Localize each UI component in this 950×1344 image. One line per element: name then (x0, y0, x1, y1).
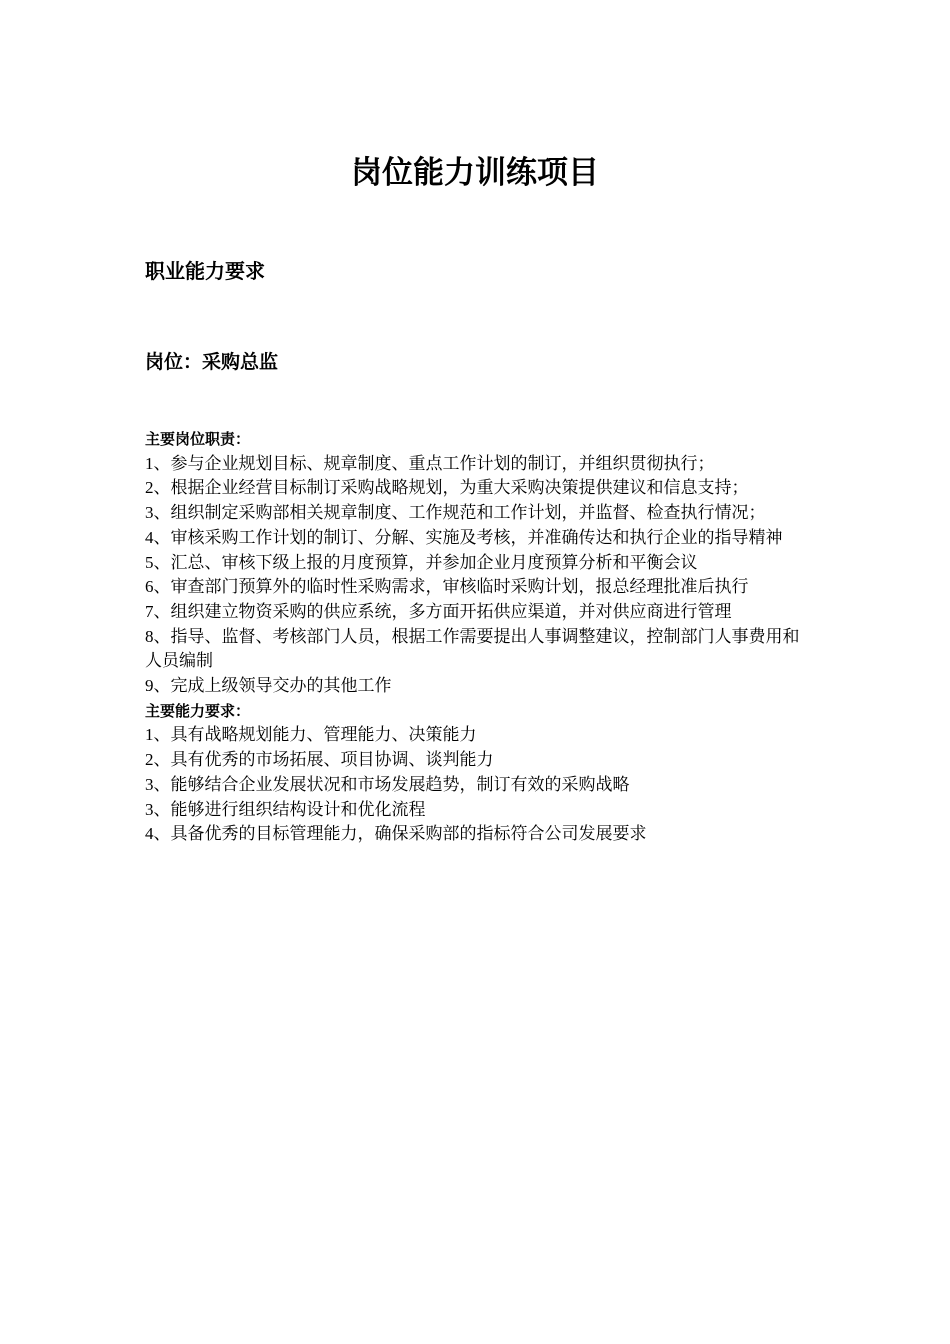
ability-item: 4、具备优秀的目标管理能力，确保采购部的指标符合公司发展要求 (145, 824, 647, 844)
ability-item: 3、能够进行组织结构设计和优化流程 (145, 799, 426, 819)
responsibility-item: 2、根据企业经营目标制订采购战略规划，为重大采购决策提供建议和信息支持； (145, 478, 749, 498)
abilities-list (145, 723, 815, 847)
responsibility-item: 5、汇总、审核下级上报的月度预算，并参加企业月度预算分析和平衡会议 (145, 552, 698, 572)
responsibility-item: 6、审查部门预算外的临时性采购需求，审核临时采购计划，报总经理批准后执行 (145, 577, 749, 597)
position-line: 岗位：采购总监 (145, 351, 279, 373)
responsibility-item: 4、审核采购工作计划的制订、分解、实施及考核，并准确传达和执行企业的指导精神 (145, 527, 783, 547)
section-heading: 职业能力要求 (145, 259, 265, 283)
responsibilities-heading: 主要岗位职责： (145, 430, 251, 448)
responsibility-item: 7、组织建立物资采购的供应系统，多方面开拓供应渠道，并对供应商进行管理 (145, 601, 732, 621)
ability-item: 2、具有优秀的市场拓展、项目协调、谈判能力 (145, 750, 494, 770)
responsibility-item: 1、参与企业规划目标、规章制度、重点工作计划的制订，并组织贯彻执行； (145, 453, 715, 473)
ability-item: 3、能够结合企业发展状况和市场发展趋势，制订有效的采购战略 (145, 774, 630, 794)
responsibility-item: 3、组织制定采购部相关规章制度、工作规范和工作计划，并监督、检查执行情况； (145, 503, 766, 523)
responsibility-item: 8、指导、监督、考核部门人员，根据工作需要提出人事调整建议，控制部门人事费用和人员编制 (145, 626, 800, 671)
ability-item: 1、具有战略规划能力、管理能力、决策能力 (145, 725, 477, 745)
document-title: 岗位能力训练项目 (351, 155, 599, 191)
responsibilities-list (145, 452, 815, 699)
responsibility-item: 9、完成上级领导交办的其他工作 (145, 676, 392, 696)
abilities-heading: 主要能力要求： (145, 701, 251, 720)
document-body (145, 427, 815, 847)
